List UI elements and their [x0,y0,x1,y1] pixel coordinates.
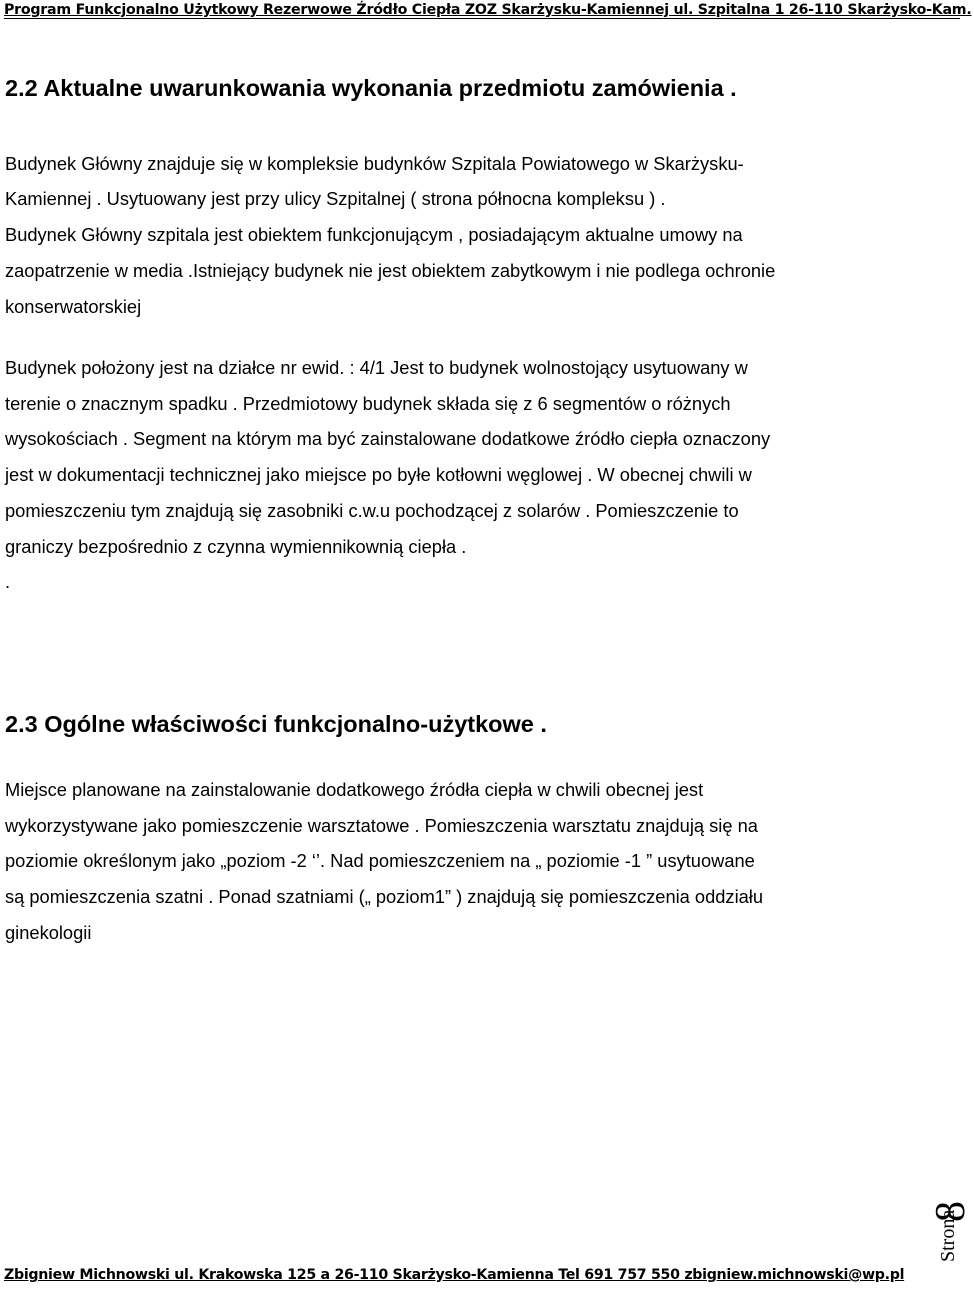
paragraph-line: konserwatorskiej [5,296,142,317]
paragraph-line: Kamiennej . Usytuowany jest przy ulicy Szpitalnej ( strona północna kompleksu ) . [5,188,666,209]
paragraph-line: jest w dokumentacji technicznej jako miejsce po byłe kotłowni węglowej . W obecnej chwili w [5,464,752,485]
paragraph-line: Budynek Główny znajduje się w kompleksie budynków Szpitala Powiatowego w Skarżysku- [5,153,744,174]
paragraph-line: wykorzystywane jako pomieszczenie warsztatowe . Pomieszczenia warsztatu znajdują się na [5,815,758,836]
paragraph-line: ginekologii [5,922,92,943]
paragraph-line: graniczy bezpośrednio z czynna wymiennikownią ciepła . [5,536,467,557]
section-heading: 2.2 Aktualne uwarunkowania wykonania przedmiotu zamówienia . [5,75,737,101]
page-footer: Zbigniew Michnowski ul. Krakowska 125 a 26-110 Skarżysko-Kamienna Tel 691 757 550 zbigniew.michnowski@wp.pl [4,1267,905,1283]
paragraph-line: Budynek położony jest na działce nr ewid. : 4/1 Jest to budynek wolnostojący usytuowany w [5,357,748,378]
paragraph-line: . [5,571,11,592]
section-heading: 2.3 Ogólne właściwości funkcjonalno-użytkowe . [5,711,547,737]
page-number-value: 8 [928,1201,974,1222]
header-rule [4,18,960,19]
paragraph-line: Budynek Główny szpitala jest obiektem funkcjonującym , posiadającym aktualne umowy na [5,224,743,245]
page-header: Program Funkcjonalno Użytkowy Rezerwowe Źródło Ciepła ZOZ Skarżysku-Kamiennej ul. Szpitalna 1 26-110 Skarżysko-Kam. [4,2,972,18]
paragraph-line: zaopatrzenie w media .Istniejący budynek nie jest obiektem zabytkowym i nie podlega ochronie [5,260,776,281]
paragraph-line: wysokościach . Segment na którym ma być zainstalowane dodatkowe źródło ciepła oznaczony [5,428,771,449]
page-number-label: Strona [937,1209,959,1262]
paragraph-line: pomieszczeniu tym znajdują się zasobniki c.w.u pochodzącej z solarów . Pomieszczenie to [5,500,739,521]
paragraph-line: są pomieszczenia szatni . Ponad szatniami („ poziom1” ) znajdują się pomieszczenia oddziału [5,886,764,907]
paragraph-line: poziomie określonym jako „poziom -2 ‘’. Nad pomieszczeniem na „ poziomie -1 ” usytuowane [5,850,755,871]
paragraph-line: Miejsce planowane na zainstalowanie dodatkowego źródła ciepła w chwili obecnej jest [5,779,704,800]
paragraph-line: terenie o znacznym spadku . Przedmiotowy budynek składa się z 6 segmentów o różnych [5,393,731,414]
